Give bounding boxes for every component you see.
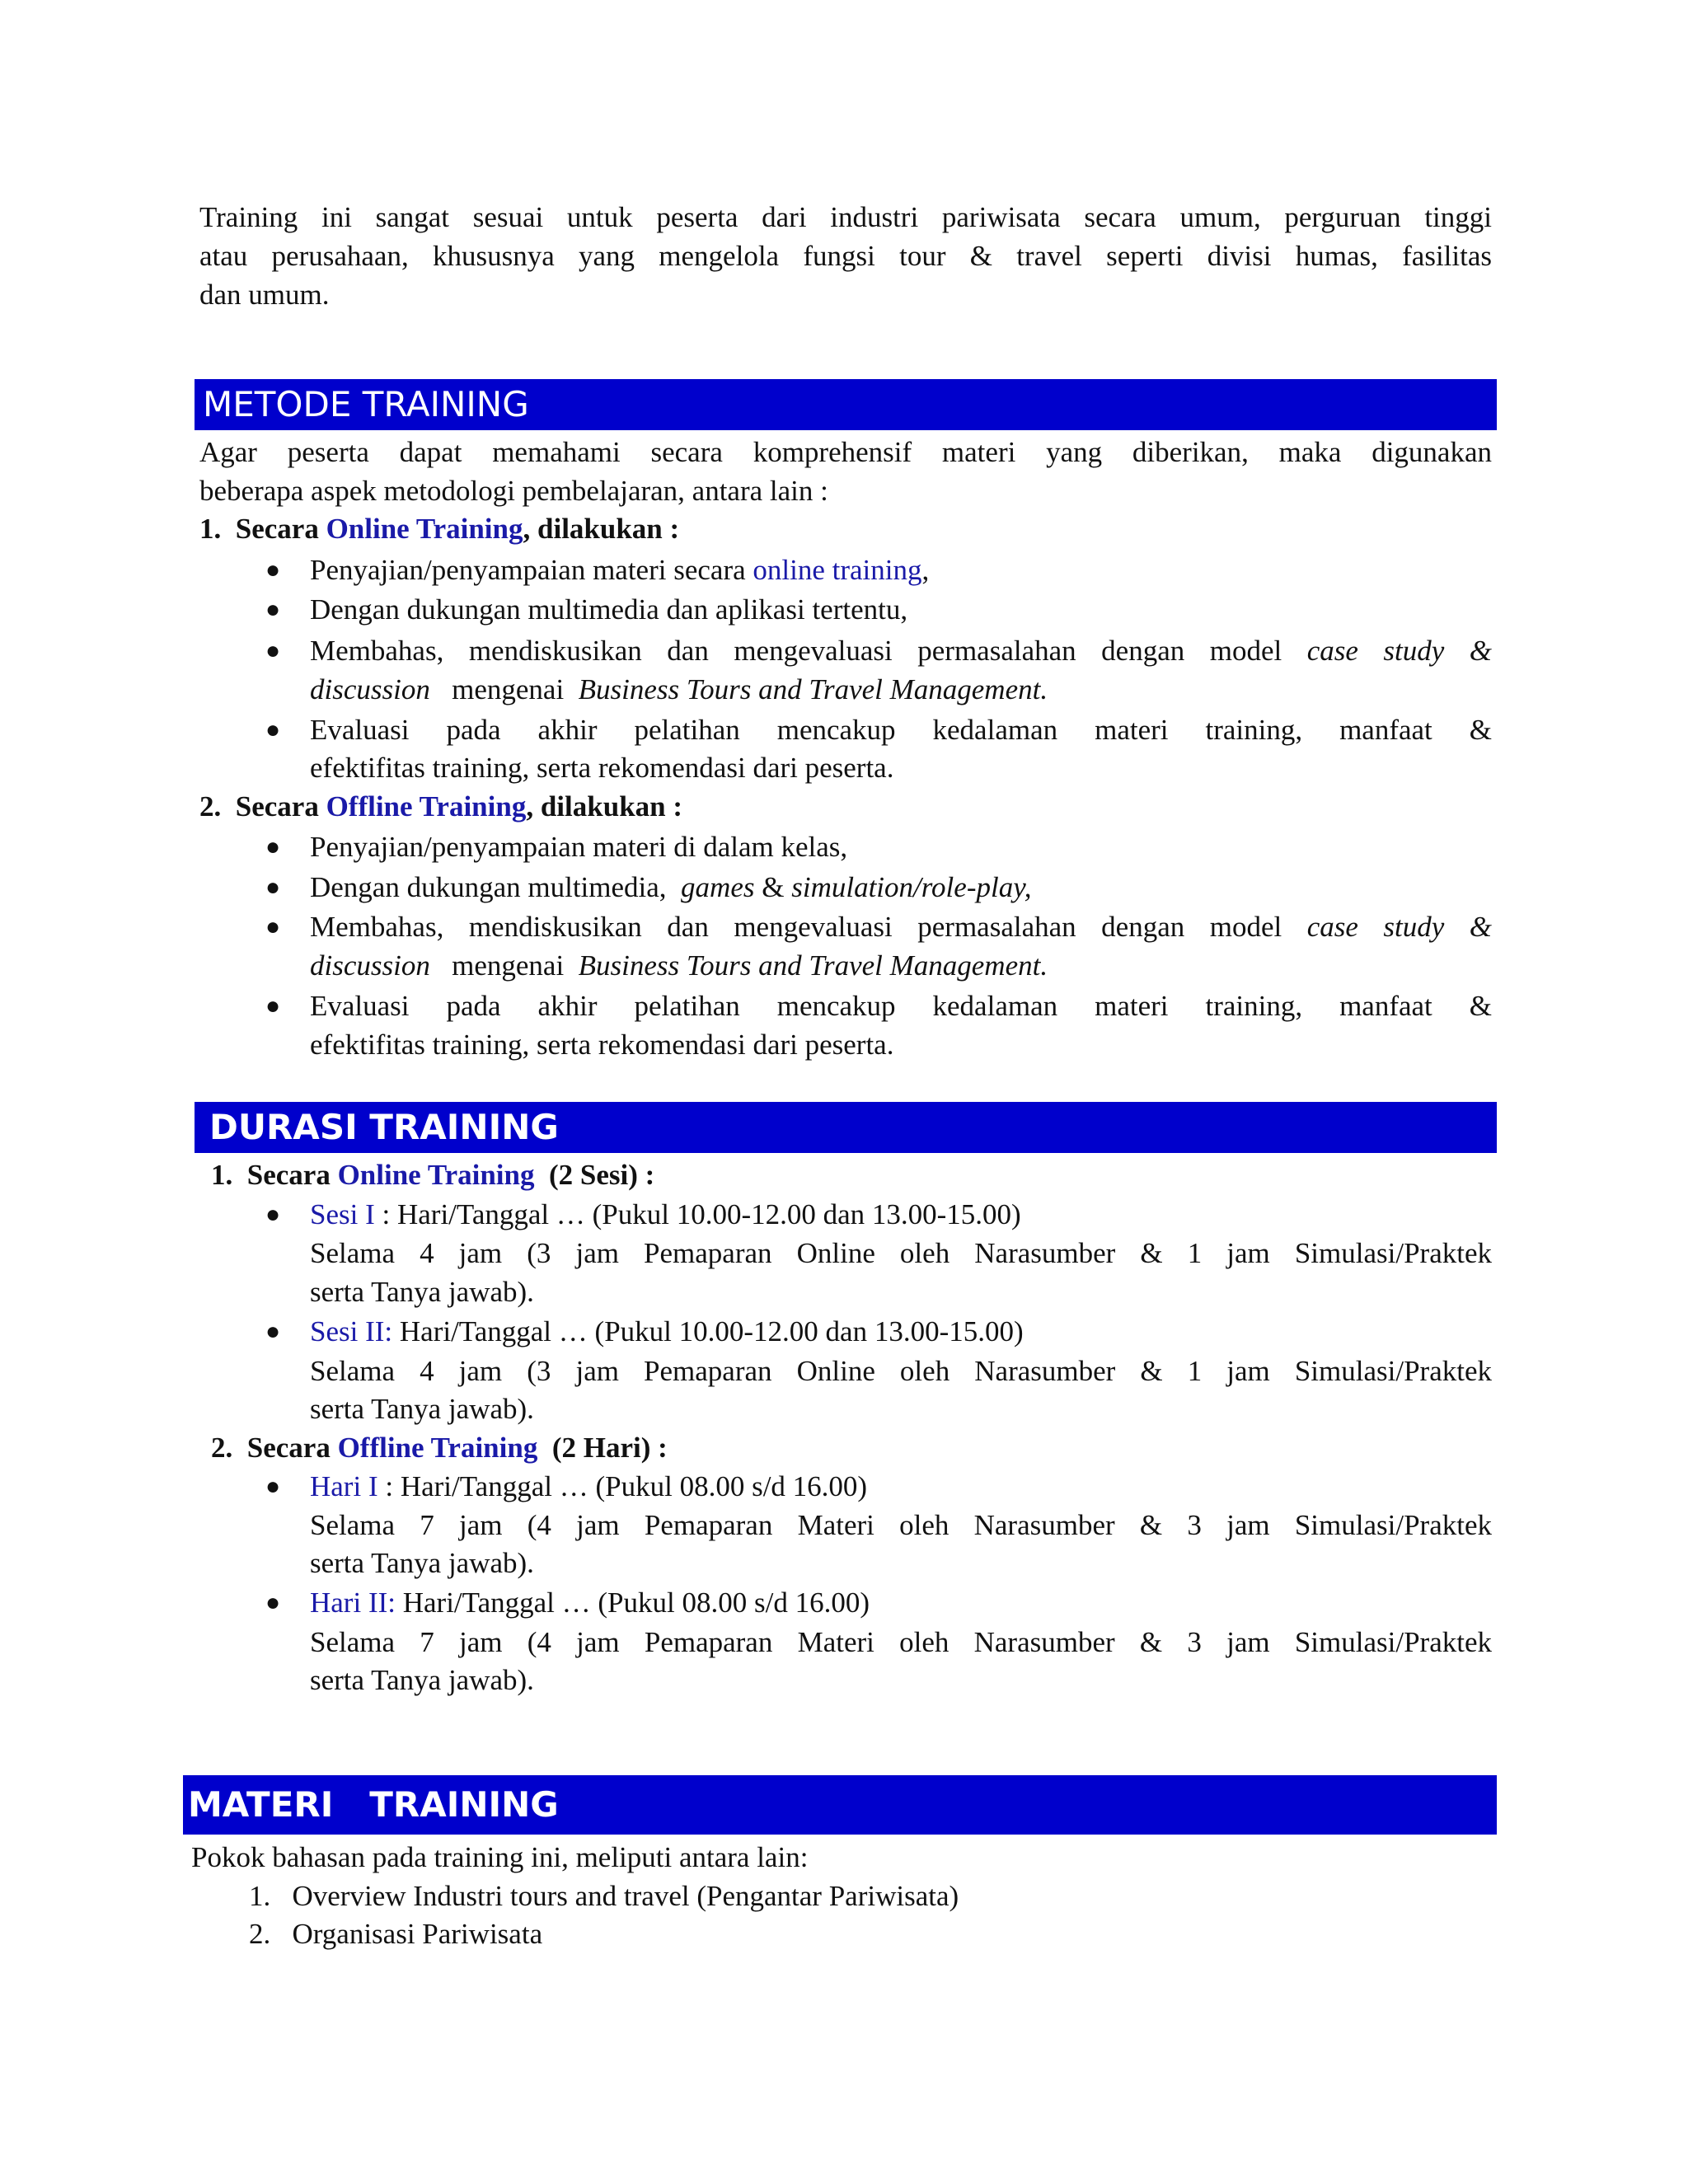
session-item [310,1195,1021,1234]
intro-line: Training ini sangat sesuai untuk peserta dari industri pariwisata secara umum, perguruan tinggi [199,201,1492,233]
metode-intro-line: beberapa aspek metodologi pembelajaran, antara lain : [199,475,828,507]
list-item-highlight: online training [753,554,922,586]
list-item [310,551,929,589]
hari-count: (2 Hari) : [551,1432,668,1464]
list-item: Evaluasi pada akhir pelatihan mencakup kedalaman materi training, manfaat & [310,990,1492,1022]
list-number: 1. [249,1880,271,1912]
materi-intro: Pokok bahasan pada training ini, meliputi antara lain: [191,1841,809,1873]
durasi-offline-heading [211,1428,668,1467]
list-item-continuation [310,670,1048,709]
metode-intro-line: Agar peserta dapat memahami secara komprehensif materi yang diberikan, maka digunakan [199,436,1492,468]
dilakukan-label: , dilakukan : [523,513,680,545]
session-label: Hari I [310,1470,378,1502]
bullet-icon: ● [265,596,281,623]
list-item: Evaluasi pada akhir pelatihan mencakup kedalaman materi training, manfaat & [310,714,1492,746]
list-item-italic: discussion [310,949,430,982]
bullet-icon: ● [265,913,281,940]
session-detail: serta Tanya jawab). [310,1547,534,1579]
list-number: 1. [199,513,222,545]
bullet-icon: ● [265,992,281,1019]
session-text: : Hari/Tanggal … (Pukul 08.00 s/d 16.00) [385,1470,868,1502]
list-item-italic: games [681,871,755,903]
session-detail: serta Tanya jawab). [310,1276,534,1308]
bullet-icon: ● [265,716,281,743]
list-item-italic: case study & [1306,911,1493,943]
session-item [310,1583,870,1622]
section-heading-metode: METODE TRAINING [195,379,1497,430]
list-item-text: mengenai [452,673,565,705]
session-detail: serta Tanya jawab). [310,1664,534,1696]
session-detail: Selama 7 jam (4 jam Pemaparan Materi oleh Narasumber & 3 jam Simulasi/Praktek [310,1509,1492,1541]
metode-online-heading [199,509,679,548]
session-item [310,1312,1024,1351]
list-item-continuation [310,946,1048,985]
list-number: 1. [211,1159,233,1191]
list-number: 2. [211,1432,233,1464]
metode-offline-heading [199,787,682,826]
list-item: Dengan dukungan multimedia dan aplikasi tertentu, [310,593,908,626]
list-item [310,868,1032,907]
session-detail: serta Tanya jawab). [310,1393,534,1425]
list-item-italic: discussion [310,673,430,705]
list-item-text: Dengan dukungan multimedia, [310,871,667,903]
secara-label: Secara [246,1159,331,1191]
list-item-text: Penyajian/penyampaian materi secara [310,554,746,586]
session-detail: Selama 4 jam (3 jam Pemaparan Online oleh Narasumber & 1 jam Simulasi/Praktek [310,1355,1492,1387]
dilakukan-label: , dilakukan : [526,790,683,823]
bullet-icon: ● [265,874,281,901]
list-item-italic: Business Tours and Travel Management. [578,673,1048,705]
session-label: Sesi I [310,1198,375,1230]
bullet-icon: ● [265,1318,281,1345]
session-item [310,1467,867,1506]
bullet-icon: ● [265,1473,281,1500]
list-number: 2. [249,1918,271,1950]
list-number: 2. [199,790,222,823]
list-item-text: Organisasi Pariwisata [292,1918,543,1950]
bullet-icon: ● [265,833,281,860]
list-item-text: Membahas, mendiskusikan dan mengevaluasi permasalahan dengan model [310,911,1282,943]
section-heading-materi: MATERI TRAINING [183,1775,1497,1835]
list-item-italic: simulation/role-play, [791,871,1032,903]
list-item-text: Membahas, mendiskusikan dan mengevaluasi permasalahan dengan model [310,635,1282,667]
list-item-text: mengenai [452,949,565,982]
sesi-count: (2 Sesi) : [549,1159,655,1191]
online-training-label: Online Training [326,513,523,545]
bullet-icon: ● [265,556,281,583]
intro-line: dan umum. [199,279,330,311]
list-item-continuation: efektifitas training, serta rekomendasi dari peserta. [310,752,894,784]
materi-item [249,1877,959,1915]
list-item-italic: case study & [1306,635,1493,667]
intro-line: atau perusahaan, khususnya yang mengelola fungsi tour & travel seperti divisi humas, fasilitas [199,240,1492,272]
intro-paragraph [199,198,1492,314]
list-item [310,907,1492,946]
online-training-label: Online Training [337,1159,535,1191]
list-item-italic: Business Tours and Travel Management. [578,949,1048,982]
list-item [310,631,1492,670]
list-item-continuation: efektifitas training, serta rekomendasi dari peserta. [310,1029,894,1061]
materi-item [249,1915,542,1953]
session-text: : Hari/Tanggal … (Pukul 10.00-12.00 dan 13.00-15.00) [382,1198,1021,1230]
session-text: Hari/Tanggal … (Pukul 08.00 s/d 16.00) [402,1586,870,1619]
session-text: Hari/Tanggal … (Pukul 10.00-12.00 dan 13.00-15.00) [399,1315,1024,1347]
section-heading-durasi: DURASI TRAINING [195,1102,1497,1153]
session-label: Sesi II: [310,1315,393,1347]
bullet-icon: ● [265,1201,281,1228]
offline-training-label: Offline Training [337,1432,538,1464]
list-item-text: & [762,871,785,903]
secara-label: Secara [235,513,319,545]
list-item-text: , [921,554,930,586]
secara-label: Secara [235,790,319,823]
bullet-icon: ● [265,637,281,664]
session-label: Hari II: [310,1586,396,1619]
secara-label: Secara [246,1432,331,1464]
session-detail: Selama 4 jam (3 jam Pemaparan Online oleh Narasumber & 1 jam Simulasi/Praktek [310,1237,1492,1269]
durasi-online-heading [211,1155,654,1194]
list-item-text: Overview Industri tours and travel (Pengantar Pariwisata) [292,1880,959,1912]
bullet-icon: ● [265,1589,281,1616]
list-item: Penyajian/penyampaian materi di dalam kelas, [310,831,848,863]
session-detail: Selama 7 jam (4 jam Pemaparan Materi oleh Narasumber & 3 jam Simulasi/Praktek [310,1626,1492,1658]
offline-training-label: Offline Training [326,790,527,823]
